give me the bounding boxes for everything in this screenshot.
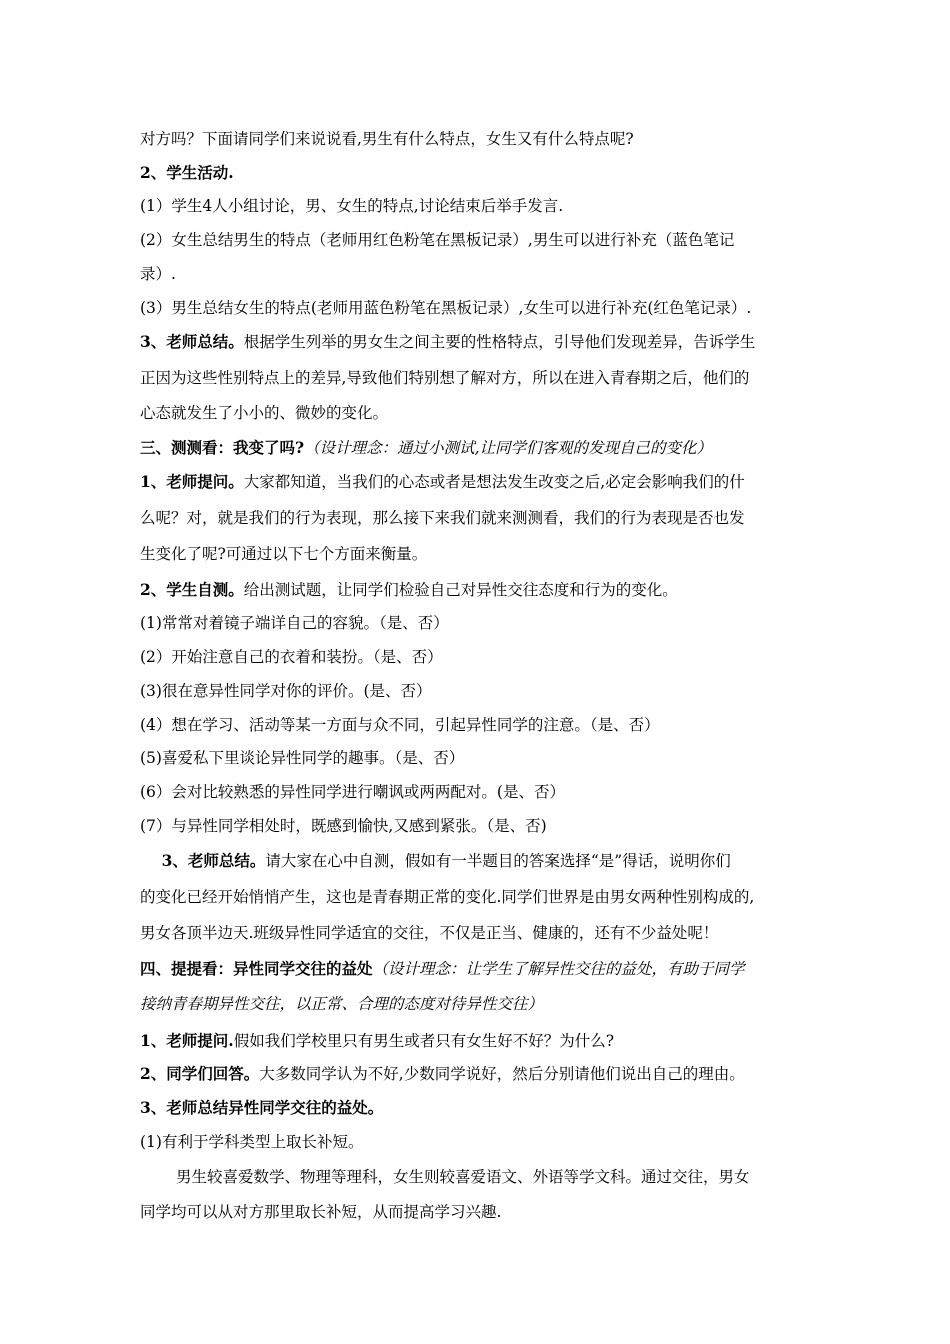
text: 的变化已经开始悄悄产生，这也是青春期正常的变化.同学们世界是由男女两种性别构成的, [140,888,755,906]
text: 同学均可以从对方那里取长补短，从而提高学习兴趣. [140,1203,502,1221]
text-line [140,1130,363,1152]
text-line [140,194,563,216]
text: (3）男生总结女生的特点(老师用蓝色粉笔在黑板记录）,女生可以进行补充(红色笔记录）. [140,299,752,317]
section-heading [140,161,234,183]
text: 请大家在心中自测，假如有一半题目的答案选择“是”得话，说明你们 [265,852,731,870]
design-note: （设计理念：通过小测试,让同学们客观的发现自己的变化） [304,439,713,457]
text: (1)有利于学科类型上取长补短。 [140,1133,364,1151]
bold-lead: 1、老师提问. [140,1031,234,1050]
test-item [140,814,547,836]
bold-lead: 1、老师提问。 [140,472,244,491]
text-line [140,849,731,871]
text-line [140,401,388,423]
text-line [140,1029,614,1051]
text: (7）与异性同学相处时，既感到愉快,又感到紧张。（是、否) [140,817,547,835]
text-line [140,1200,501,1222]
text-line [140,506,745,528]
text: (3)很在意异性同学对你的评价。(是、否） [140,682,432,700]
text: 给出测试题，让同学们检验自己对异性交往态度和行为的变化。 [243,581,678,599]
text-line [140,921,718,943]
text-line [140,262,176,284]
test-item [140,780,565,802]
text: (1）学生4人小组讨论，男、女生的特点,讨论结束后举手发言. [140,197,564,215]
text-line [140,296,751,318]
text: (2）女生总结男生的特点（老师用红色粉笔在黑板记录）,男生可以进行补充（蓝色笔记 [140,231,735,249]
section-heading [140,957,745,979]
text: 根据学生列举的男女生之间主要的性格特点，引导他们发现差异，告诉学生 [243,333,756,351]
text: (2）开始注意自己的衣着和装扮。（是、否） [140,648,443,666]
test-item [140,611,449,633]
text: (1)常常对着镜子端详自己的容貌。（是、否） [140,614,449,632]
bold-lead: 3、老师总结。 [140,851,266,870]
text: 假如我们学校里只有男生或者只有女生好不好？为什么? [233,1032,614,1050]
text-line [140,228,734,250]
bold-lead: 2、同学们回答。 [140,1064,260,1083]
text: 对方吗？下面请同学们来说说看,男生有什么特点，女生又有什么特点呢? [140,130,634,148]
text-line [140,992,543,1014]
section-heading [140,436,712,458]
text: (5)喜爱私下里谈论异性同学的趣事。（是、否） [140,749,465,767]
design-note: （设计理念：让学生了解异性交往的益处，有助于同学 [372,960,745,978]
text-line [140,330,755,352]
section-heading [140,1096,383,1118]
text: 么呢？对，就是我们的行为表现，那么接下来我们就来测测看，我们的行为表现是否也发 [140,509,745,527]
design-note: 接纳青春期异性交往，以正常、合理的态度对待异性交往） [140,995,544,1013]
heading-text: 3、老师总结异性同学交往的益处。 [140,1098,384,1117]
heading-text: 2、学生活动. [140,163,234,182]
test-item [140,746,464,768]
text-line [140,127,634,149]
test-item [140,679,432,701]
heading-text: 三、测测看：我变了吗? [140,438,305,457]
bold-lead: 2、学生自测。 [140,580,244,599]
test-item [140,645,443,667]
text: 大多数同学认为不好,少数同学说好，然后分别请他们说出自己的理由。 [259,1065,745,1083]
text: (6）会对比较熟悉的异性同学进行嘲讽或两两配对。(是、否） [140,783,565,801]
text-line [140,1062,745,1084]
text-line [176,1165,750,1187]
text: 正因为这些性别特点上的差异,导致他们特别想了解对方，所以在进入青春期之后，他们的 [140,369,750,387]
text: 大家都知道，当我们的心态或者是想法发生改变之后,必定会影响我们的什 [243,473,745,491]
text: 心态就发生了小小的、微妙的变化。 [140,404,389,422]
text-line [140,470,745,492]
test-item [140,713,660,735]
text-line [140,366,749,388]
text-line [140,542,427,564]
heading-text: 四、提提看：异性同学交往的益处 [140,959,373,978]
text: 男女各顶半边天.班级异性同学适宜的交往，不仅是正当、健康的，还有不少益处呢！ [140,924,719,942]
bold-lead: 3、老师总结。 [140,332,244,351]
text: (4）想在学习、活动等某一方面与众不同，引起异性同学的注意。（是、否） [140,716,660,734]
text: 录）. [140,265,176,283]
text-line [140,885,754,907]
text-line [140,578,678,600]
text: 男生较喜爱数学、物理等理科，女生则较喜爱语文、外语等学文科。通过交往，男女 [176,1168,750,1186]
text: 生变化了呢?可通过以下七个方面来衡量。 [140,545,428,563]
